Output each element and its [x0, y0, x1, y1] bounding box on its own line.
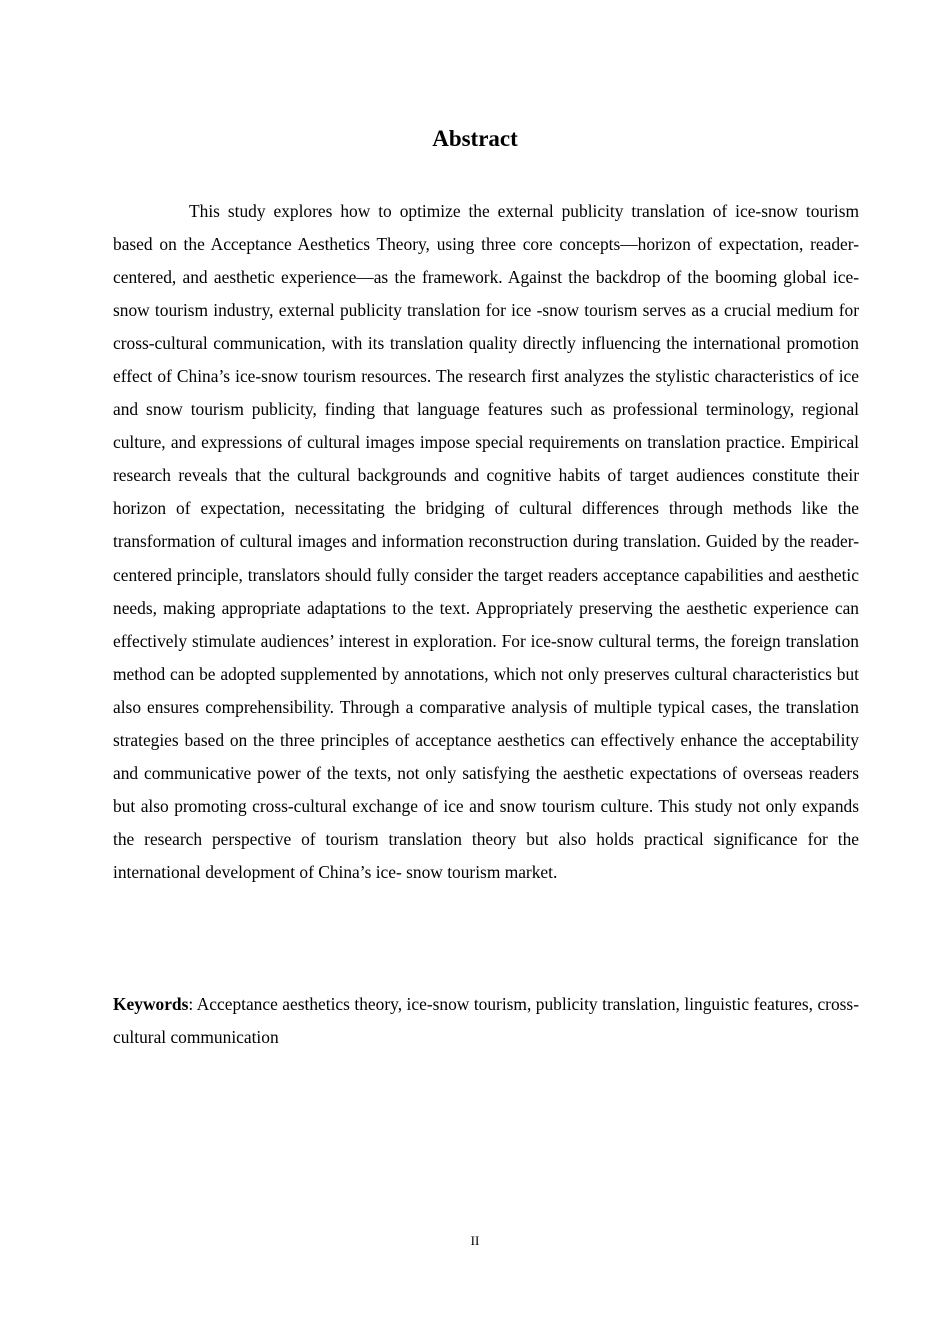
keywords-paragraph: [113, 988, 859, 1054]
abstract-paragraph: This study explores how to optimize the external publicity translation of ice-snow tourism based on the Acceptance Aesthetics Theory, using three core concepts—horizon of expectation, reader-centered, and aesthetic experience—as the framework. Against the backdrop of the booming global ice-snow tourism industry, external publicity translation for ice -snow tourism serves as a crucial medium for cross-cultural communication, with its translation quality directly influencing the international promotion effect of China’s ice-snow tourism resources. The research first analyzes the stylistic characteristics of ice and snow tourism publicity, finding that language features such as professional terminology, regional culture, and expressions of cultural images impose special requirements on translation practice. Empirical research reveals that the cultural backgrounds and cognitive habits of target audiences constitute their horizon of expectation, necessitating the bridging of cultural differences through methods like the transformation of cultural images and information reconstruction during translation. Guided by the reader-centered principle, translators should fully consider the target readers acceptance capabilities and aesthetic needs, making appropriate adaptations to the text. Appropriately preserving the aesthetic experience can effectively stimulate audiences’ interest in exploration. For ice-snow cultural terms, the foreign translation method can be adopted supplemented by annotations, which not only preserves cultural characteristics but also ensures comprehensibility. Through a comparative analysis of multiple typical cases, the translation strategies based on the three principles of acceptance aesthetics can effectively enhance the acceptability and communicative power of the texts, not only satisfying the aesthetic expectations of overseas readers but also promoting cross-cultural exchange of ice and snow tourism culture. This study not only expands the research perspective of tourism translation theory but also holds practical significance for the international development of China’s ice- snow tourism market.: [113, 201, 859, 882]
page-number: II: [470, 1233, 480, 1248]
keywords-label: Keywords: [113, 994, 189, 1014]
keywords-list: : Acceptance aesthetics theory, ice-snow tourism, publicity translation, linguistic features, cross-cultural communication: [113, 994, 859, 1047]
page-title: Abstract: [432, 126, 518, 151]
